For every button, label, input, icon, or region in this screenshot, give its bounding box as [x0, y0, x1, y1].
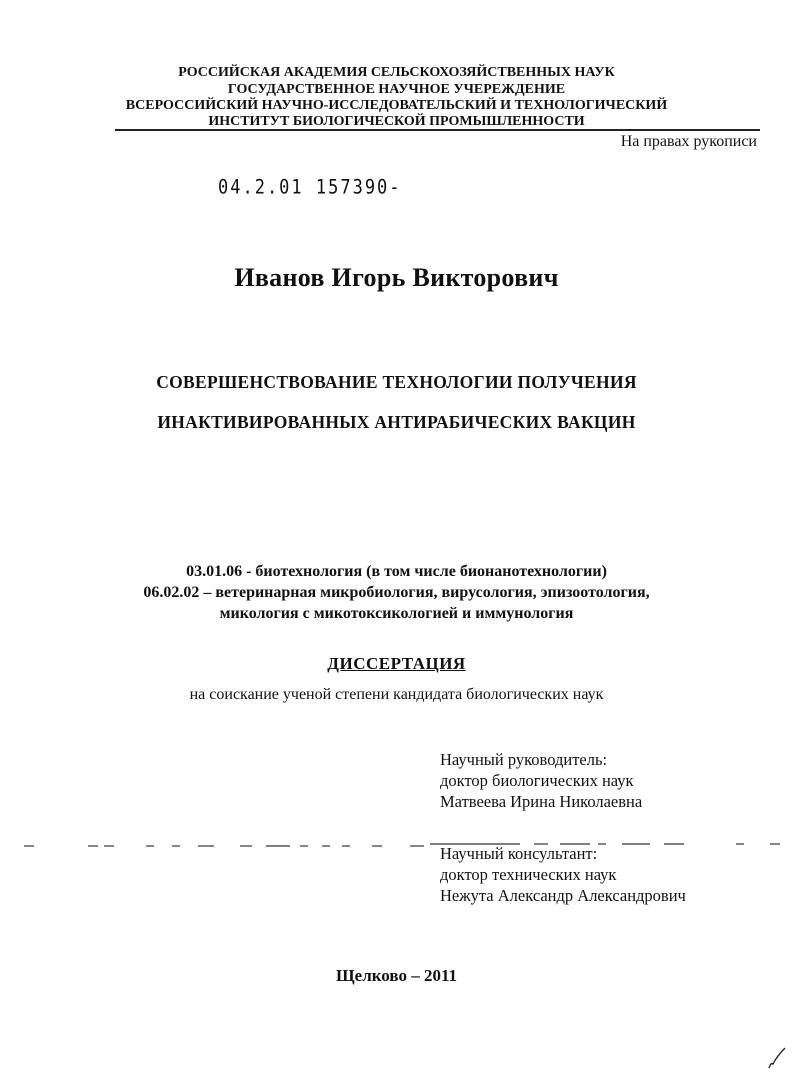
specialty-line-1: 03.01.06 - биотехнология (в том числе бионанотехнологии): [186, 563, 607, 580]
library-stamp-number: 04.2.01 157390-: [218, 176, 402, 199]
city-year: Щелково – 2011: [335, 966, 458, 985]
degree-statement: на соискание ученой степени кандидата биологических наук: [189, 686, 604, 703]
title-line-1: СОВЕРШЕНСТВОВАНИЕ ТЕХНОЛОГИИ ПОЛУЧЕНИЯ: [156, 372, 637, 392]
consultant-role: Научный консультант:: [440, 844, 598, 863]
supervisor-role: Научный руководитель:: [440, 750, 608, 769]
specialty-line-3: микология с микотоксикологией и иммунология: [219, 605, 574, 622]
consultant-block: [440, 843, 686, 906]
supervisor-name: Матвеева Ирина Николаевна: [440, 792, 643, 811]
org-line-1: РОССИЙСКАЯ АКАДЕМИЯ СЕЛЬСКОХОЗЯЙСТВЕННЫХ НАУК: [178, 65, 615, 80]
supervisor-block: [440, 749, 642, 812]
header-rule: [115, 129, 760, 131]
consultant-degree: доктор технических наук: [440, 865, 617, 884]
specialty-line-2: 06.02.02 – ветеринарная микробиология, вирусология, эпизоотология,: [143, 584, 650, 601]
document-type: ДИССЕРТАЦИЯ: [327, 654, 466, 673]
manuscript-note: На правах рукописи: [620, 133, 757, 150]
org-line-3: ВСЕРОССИЙСКИЙ НАУЧНО-ИССЛЕДОВАТЕЛЬСКИЙ И ТЕХНОЛОГИЧЕСКИЙ: [125, 98, 668, 113]
pen-mark-icon: [767, 1046, 787, 1070]
author-name: Иванов Игорь Викторович: [234, 263, 559, 292]
org-line-2: ГОСУДАРСТВЕННОЕ НАУЧНОЕ УЧЕРЕЖДЕНИЕ: [227, 82, 566, 97]
title-line-2: ИНАКТИВИРОВАННЫХ АНТИРАБИЧЕСКИХ ВАКЦИН: [157, 412, 636, 432]
supervisor-degree: доктор биологических наук: [440, 771, 634, 790]
org-line-4: ИНСТИТУТ БИОЛОГИЧЕСКОЙ ПРОМЫШЛЕННОСТИ: [208, 114, 585, 129]
consultant-name: Нежута Александр Александрович: [440, 886, 686, 905]
